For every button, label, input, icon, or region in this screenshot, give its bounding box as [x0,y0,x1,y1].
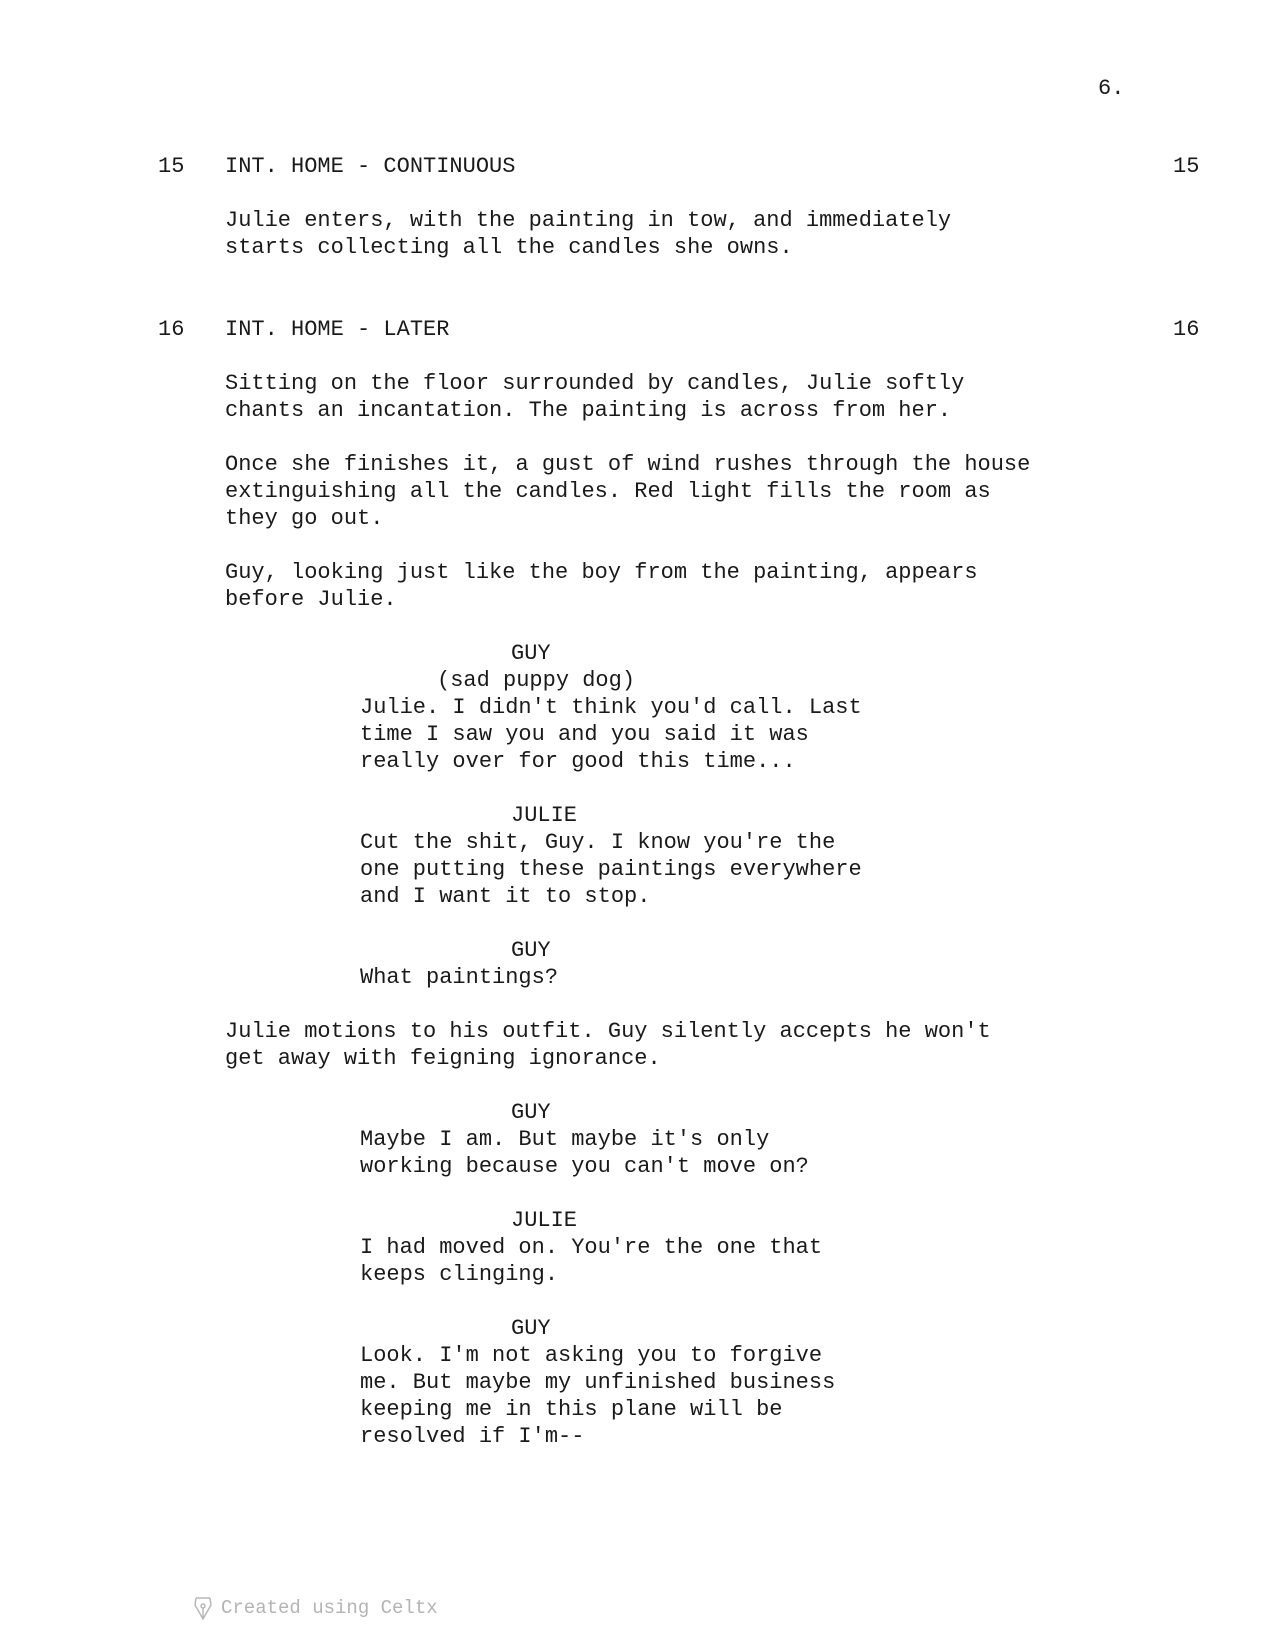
action-line: they go out. [225,506,384,531]
character-name: GUY [511,641,551,666]
dialogue-line: really over for good this time... [360,749,796,774]
character-name: GUY [511,938,551,963]
dialogue-line: keeping me in this plane will be [360,1397,783,1422]
scene-heading: INT. HOME - LATER [225,317,450,342]
dialogue-line: keeps clinging. [360,1262,559,1287]
scene-number-right: 15 [1173,154,1200,179]
dialogue-line: one putting these paintings everywhere [360,857,862,882]
footer-text: Created using Celtx [221,1597,438,1619]
page-number: 6. [1098,76,1125,101]
scene-heading: INT. HOME - CONTINUOUS [225,154,516,179]
dialogue-line: Cut the shit, Guy. I know you're the [360,830,836,855]
action-line: Once she finishes it, a gust of wind rushes through the house [225,452,1031,477]
action-line: Sitting on the floor surrounded by candles, Julie softly [225,371,965,396]
character-name: JULIE [511,1208,578,1233]
dialogue-line: Julie. I didn't think you'd call. Last [360,695,862,720]
dialogue-line: time I saw you and you said it was [360,722,809,747]
dialogue-line: Look. I'm not asking you to forgive [360,1343,823,1368]
character-name: JULIE [511,803,578,828]
scene-number-right: 16 [1173,317,1200,342]
dialogue-line: Maybe I am. But maybe it's only [360,1127,770,1152]
dialogue-line: I had moved on. You're the one that [360,1235,823,1260]
action-line: Julie motions to his outfit. Guy silently accepts he won't [225,1019,991,1044]
footer-watermark [193,1595,438,1621]
action-line: Julie enters, with the painting in tow, and immediately [225,208,952,233]
action-line: starts collecting all the candles she owns. [225,235,793,260]
action-line: chants an incantation. The painting is across from her. [225,398,952,423]
dialogue-line: me. But maybe my unfinished business [360,1370,836,1395]
celtx-pen-icon [193,1595,213,1621]
scene-number-left: 16 [158,317,185,342]
scene-number-left: 15 [158,154,185,179]
character-name: GUY [511,1100,551,1125]
dialogue-line: working because you can't move on? [360,1154,809,1179]
character-name: GUY [511,1316,551,1341]
dialogue-line: and I want it to stop. [360,884,651,909]
action-line: extinguishing all the candles. Red light fills the room as [225,479,991,504]
action-line: before Julie. [225,587,397,612]
dialogue-line: What paintings? [360,965,559,990]
action-line: get away with feigning ignorance. [225,1046,661,1071]
action-line: Guy, looking just like the boy from the painting, appears [225,560,978,585]
dialogue-line: resolved if I'm-- [360,1424,585,1449]
parenthetical: (sad puppy dog) [437,668,636,693]
